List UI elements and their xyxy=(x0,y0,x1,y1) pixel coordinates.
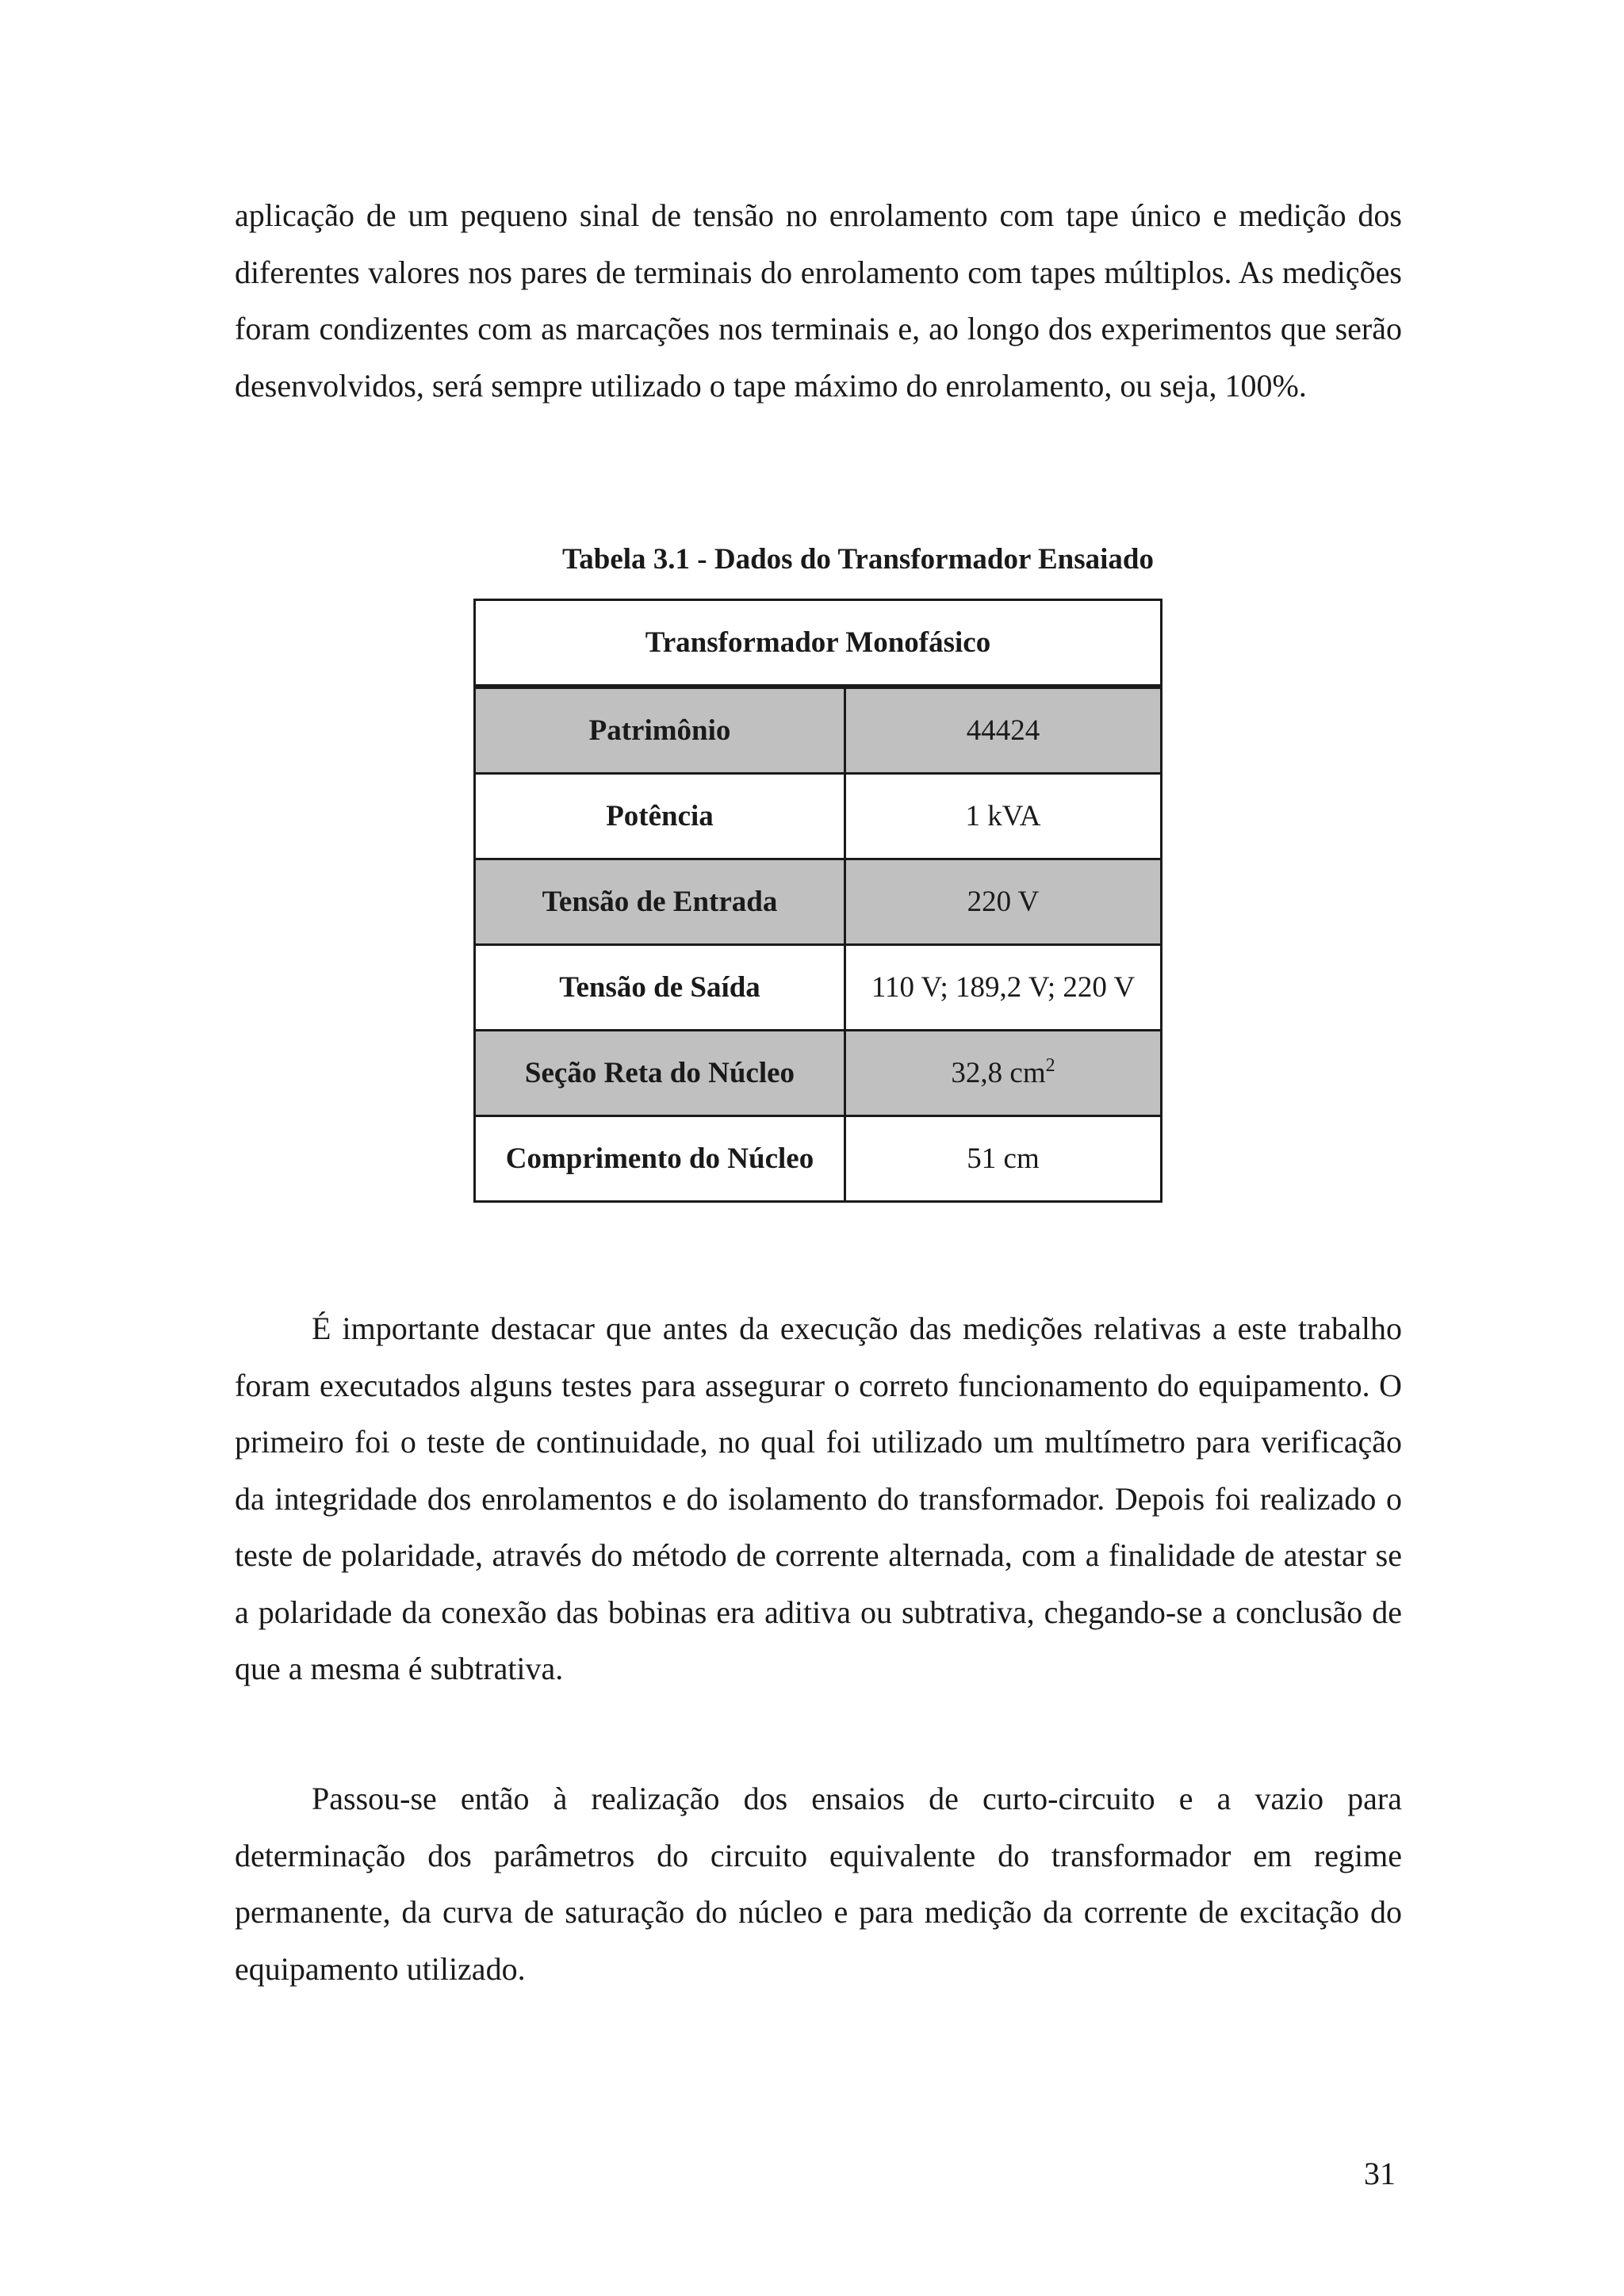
paragraph-intro: aplicação de um pequeno sinal de tensão no enrolamento com tape único e medição dos diferentes valores nos pares de terminais do enrolamento com tapes múltiplos. As medições foram condizentes com as marcações nos terminais e, ao longo dos experimentos que serão desenvolvidos, será sempre utilizado o tape máximo do enrolamento, ou seja, 100%. xyxy=(235,197,1402,404)
row-value: 1 kVA xyxy=(845,774,1162,859)
row-label: Potência xyxy=(475,774,845,859)
table-header: Transformador Monofásico xyxy=(475,600,1162,687)
row-label: Comprimento do Núcleo xyxy=(475,1116,845,1202)
row-value: 51 cm xyxy=(845,1116,1162,1202)
page-number: 31 xyxy=(1364,2156,1396,2191)
transformer-data-table xyxy=(473,599,1162,1203)
paragraph-procedures: Passou-se então à realização dos ensaios de curto-circuito e a vazio para determinação dos parâmetros do circuito equivalente do transformador em regime permanente, da curva de saturação do núcleo e para medição da corrente de excitação do equipamento utilizado. xyxy=(235,1781,1402,1987)
row-label: Tensão de Saída xyxy=(475,945,845,1031)
row-value: 110 V; 189,2 V; 220 V xyxy=(845,945,1162,1031)
row-label: Patrimônio xyxy=(475,687,845,774)
table-header-row xyxy=(475,600,1162,687)
table-row xyxy=(475,687,1162,774)
table-row xyxy=(475,945,1162,1031)
row-value: 32,8 cm xyxy=(951,1057,1046,1089)
superscript: 2 xyxy=(1045,1055,1055,1076)
row-value: 220 V xyxy=(845,859,1162,945)
table-row xyxy=(475,1116,1162,1202)
paragraph-tests: É importante destacar que antes da execução das medições relativas a este trabalho foram executados alguns testes para assegurar o correto funcionamento do equipamento. O primeiro foi o teste de continuidade, no qual foi utilizado um multímetro para verificação da integridade dos enrolamentos e do isolamento do transformador. Depois foi realizado o teste de polaridade, através do método de corrente alternada, com a finalidade de atestar se a polaridade da conexão das bobinas era aditiva ou subtrativa, chegando-se a conclusão de que a mesma é subtrativa. xyxy=(235,1311,1402,1686)
table-row xyxy=(475,859,1162,945)
row-value-cell xyxy=(845,1031,1162,1116)
table-caption: Tabela 3.1 - Dados do Transformador Ensaiado xyxy=(562,543,1154,576)
row-label: Seção Reta do Núcleo xyxy=(475,1031,845,1116)
row-value: 44424 xyxy=(845,687,1162,774)
row-label: Tensão de Entrada xyxy=(475,859,845,945)
table-row xyxy=(475,1031,1162,1116)
table-row xyxy=(475,774,1162,859)
